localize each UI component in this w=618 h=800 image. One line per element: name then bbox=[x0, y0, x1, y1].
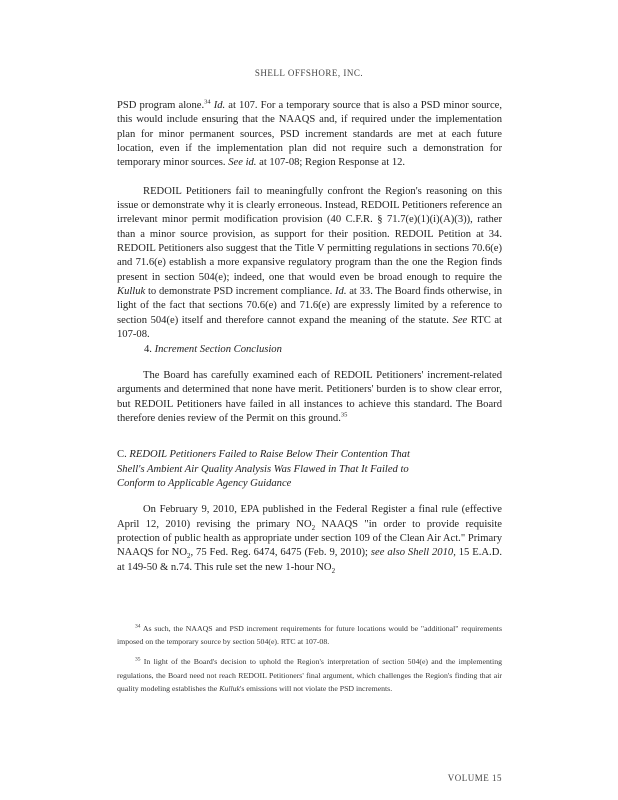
footnote-ref-34: 34 bbox=[204, 98, 211, 106]
main-text bbox=[117, 99, 502, 575]
paragraph-3: The Board has carefully examined each of REDOIL Petitioners' increment-related arguments and determined that none have merit. Petitioners' burden is to show clear error, but REDOIL Petitioners have failed in all instances to achieve this standard. The Board therefore denies review of the Permit on this ground.$^{35}$ bbox=[117, 369, 502, 424]
footnote-ref-35: 35 bbox=[340, 411, 348, 419]
footnote-35: $^{35}$ In light of the Board's decision to uphold the Region's interpretation of section 504(e) and the implementing regulations, the Board need not reach REDOIL Petitioners' final argument, which challenges the Region's finding that air quality modeling establishes the Kulluk's emissions will not violate the PSD increments. bbox=[117, 656, 502, 693]
paragraph-1: PSD program alone.$^{34}$ Id. at 107. For a temporary source that is also a PSD minor source, this would include ensuring that the NAAQS and, if required under the implementation plan for minor permanent sources, PSD increment standards are met at each future location, even if the implementation plan did not require such a demonstration for temporary minor sources. See id. at 107-08; Region Response at 12. bbox=[117, 98, 502, 169]
paragraph-2: REDOIL Petitioners fail to meaningfully confront the Region's reasoning on this issue or demonstrate why it is clearly erroneous. Instead, REDOIL Petitioners reference an irrelevant minor permit modification provision (40 C.F.R. § 71.7(e)(1)(i)(A)(3)), rather than a minor source provision, as support for their position. REDOIL Petition at 34. REDOIL Petitioners also suggest that the Title V permitting regulations in sections 70.6(e) and 71.6(e) establish a more expansive regulatory program than the one the Region finds present in section 504(e); indeed, one that would even be broad enough to require the Kulluk to demonstrate PSD increment compliance. Id. at 33. The Board finds otherwise, in light of the fact that sections 70.6(e) and 71.6(e) are expressly limited by a reference to section 504(e) itself and therefore cannot expand the meaning of the statute. See RTC at 107-08. bbox=[117, 185, 502, 341]
volume-footer: VOLUME 15 bbox=[447, 773, 502, 783]
running-header: SHELL OFFSHORE, INC. bbox=[254, 68, 364, 78]
paragraph-4: On February 9, 2010, EPA published in the Federal Register a final rule (effective April 12, 2010) revising the primary $NO_2$ NAAQS "in order to provide requisite protection of public health as appropriate under section 109 of the Clean Air Act." Primary NAAQS for $NO_2$, 75 Fed. Reg. 6474, 6475 (Feb. 9, 2010); see also Shell 2010, 15 E.A.D. at 149-50 & n.74. This rule set the new 1-hour $NO_2$ bbox=[117, 504, 502, 575]
footnote-34: $^{34}$ As such, the NAAQS and PSD increment requirements for future locations would be "additional" requirements imposed on the temporary source by section 504(e). RTC at 107-08. bbox=[117, 623, 502, 647]
subsection-heading: 4. Increment Section Conclusion bbox=[144, 343, 282, 355]
section-heading: C. REDOIL Petitioners Failed to Raise Below Their Contention That Shell's Ambient Air Quality Analysis Was Flawed in That It Failed to Conform to Applicable Agency Guidance bbox=[117, 449, 410, 489]
footnotes bbox=[117, 622, 502, 695]
